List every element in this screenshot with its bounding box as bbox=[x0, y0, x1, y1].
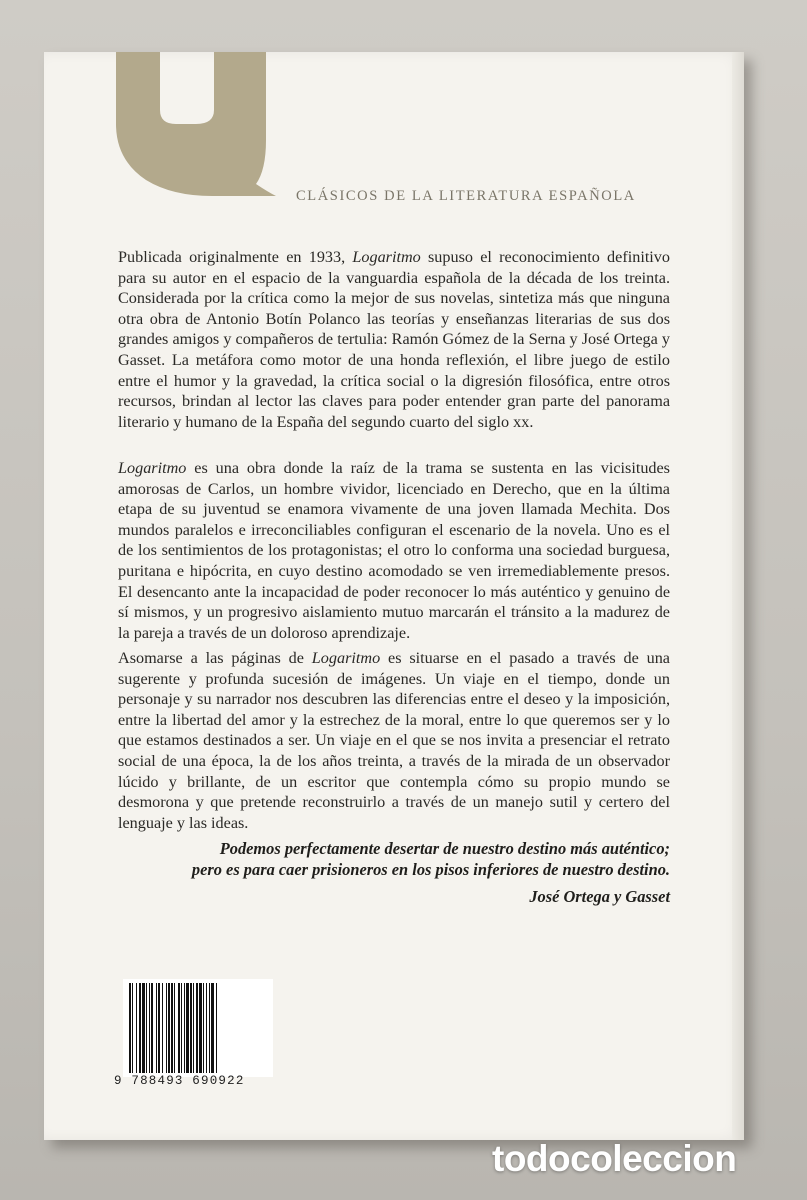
book-title: Logaritmo bbox=[352, 248, 421, 266]
isbn-digits: 9 788493 690922 bbox=[114, 1074, 245, 1088]
paragraph-lead: Asomarse a las páginas de bbox=[118, 649, 312, 667]
book-title: Logaritmo bbox=[311, 649, 381, 667]
quote-author: José Ortega y Gasset bbox=[529, 887, 670, 906]
watermark-text: todocoleccion bbox=[492, 1138, 737, 1179]
paragraph-lead: Publicada originalmente en 1933, bbox=[118, 248, 353, 266]
series-title: CLÁSICOS DE LA LITERATURA ESPAÑOLA bbox=[296, 188, 636, 204]
quote-line-2: pero es para caer prisioneros en los pisos inferiores de nuestro destino. bbox=[191, 860, 670, 879]
description-paragraph-3 bbox=[118, 648, 670, 833]
barcode-icon bbox=[123, 979, 273, 1077]
book-back-cover bbox=[44, 52, 744, 1140]
paragraph-body: es situarse en el pasado a través de una sugerente y profunda sucesión de imágenes. Un viaje en el tiempo, donde un personaje y su narrador nos descubren las diferencias entre el deseo y la imposición, entre la libertad del amor y la estrechez de la moral, entre lo que queremos ser y lo que estamos destinados a ser. Un viaje en el que se nos invita a presenciar el retrato social de una época, la de los años treinta, a través de la mirada de un observador lúcido y brillante, de un escritor que contempla cómo su propio mundo se desmorona y que pretende reconstruirlo a través de un manejo sutil y certero del lenguaje y las ideas. bbox=[118, 649, 670, 832]
paragraph-body: supuso el reconocimiento definitivo para su autor en el espacio de la vanguardia española de la década de los treinta. Considerada por la crítica como la mejor de sus novelas, sintetiza más que ninguna otra obra de Antonio Botín Polanco las teorías y enseñanzas literarias de sus dos grandes amigos y compañeros de tertulia: Ramón Gómez de la Serna y José Ortega y Gasset. La metáfora como motor de una honda reflexión, el libre juego de estilo entre el humor y la gravedad, la crítica social o la digresión filosófica, entre otros recursos, brindan al lector las claves para poder entender gran parte del panorama literario y humano de la España del segundo cuarto del siglo xx. bbox=[118, 248, 670, 431]
epigraph-quote bbox=[96, 838, 670, 880]
description-paragraph-2 bbox=[118, 458, 670, 643]
paragraph-body: es una obra donde la raíz de la trama se sustenta en las vicisitudes amorosas de Carlos, un hombre vividor, licenciado en Derecho, que en la última etapa de su juventud se enamora vivamente de una joven llamada Mechita. Dos mundos paralelos e irreconciliables configuran el escenario de la novela. Uno es el de los sentimientos de los protagonistas; el otro lo conforma una sociedad burguesa, puritana e hipócrita, en cuyo destino acomodado se ven irremediablemente presos. El desencanto ante la incapacidad de poder reconocer lo más auténtico y genuino de sí mismos, y un progresivo aislamiento mutuo marcarán el tránsito a la madurez de la pareja a través de un doloroso aprendizaje. bbox=[118, 459, 670, 642]
description-paragraph-1 bbox=[118, 247, 670, 432]
publisher-logo-icon bbox=[116, 52, 276, 202]
cover-edge bbox=[732, 52, 744, 1140]
barcode-background bbox=[123, 979, 273, 1077]
quote-line-1: Podemos perfectamente desertar de nuestro destino más auténtico; bbox=[219, 839, 670, 858]
book-title: Logaritmo bbox=[118, 459, 187, 477]
